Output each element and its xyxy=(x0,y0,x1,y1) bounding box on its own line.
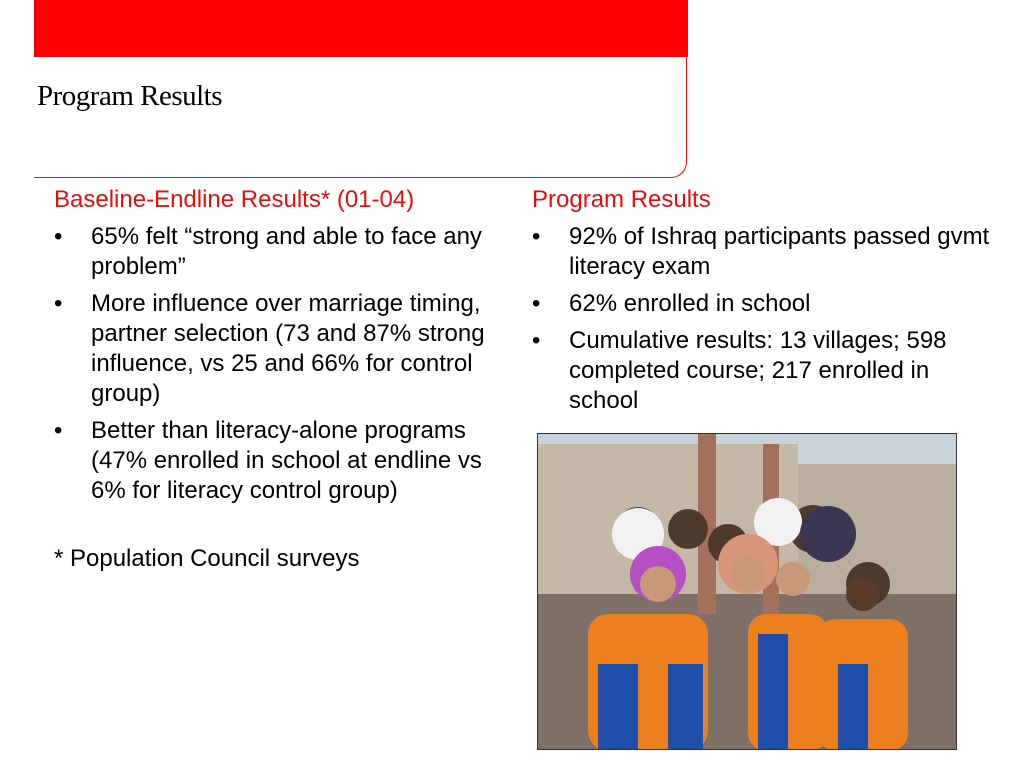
bullet-item: • More influence over marriage timing, partner selection (73 and 87% strong influence, vs 25 and 66% for control group) xyxy=(54,289,504,409)
right-heading: Program Results xyxy=(532,186,711,213)
left-heading: Baseline-Endline Results* (01-04) xyxy=(54,186,415,213)
left-bullet-list xyxy=(54,222,504,506)
bullet-item: • 92% of Ishraq participants passed gvmt literacy exam xyxy=(532,222,992,282)
right-column xyxy=(532,185,992,423)
left-column xyxy=(54,185,504,574)
bullet-item: • Better than literacy-alone programs (47% enrolled in school at endline vs 6% for literacy control group) xyxy=(54,416,504,506)
group-photo xyxy=(537,433,957,750)
bullet-item: • 65% felt “strong and able to face any problem” xyxy=(54,222,504,282)
footnote: * Population Council surveys xyxy=(54,545,360,572)
slide-title: Program Results xyxy=(37,80,223,112)
bullet-item: • Cumulative results: 13 villages; 598 completed course; 217 enrolled in school xyxy=(532,326,992,416)
right-bullet-list xyxy=(532,222,992,416)
header-red-bar xyxy=(34,0,688,57)
title-frame xyxy=(34,57,687,178)
bullet-item: • 62% enrolled in school xyxy=(532,289,992,319)
